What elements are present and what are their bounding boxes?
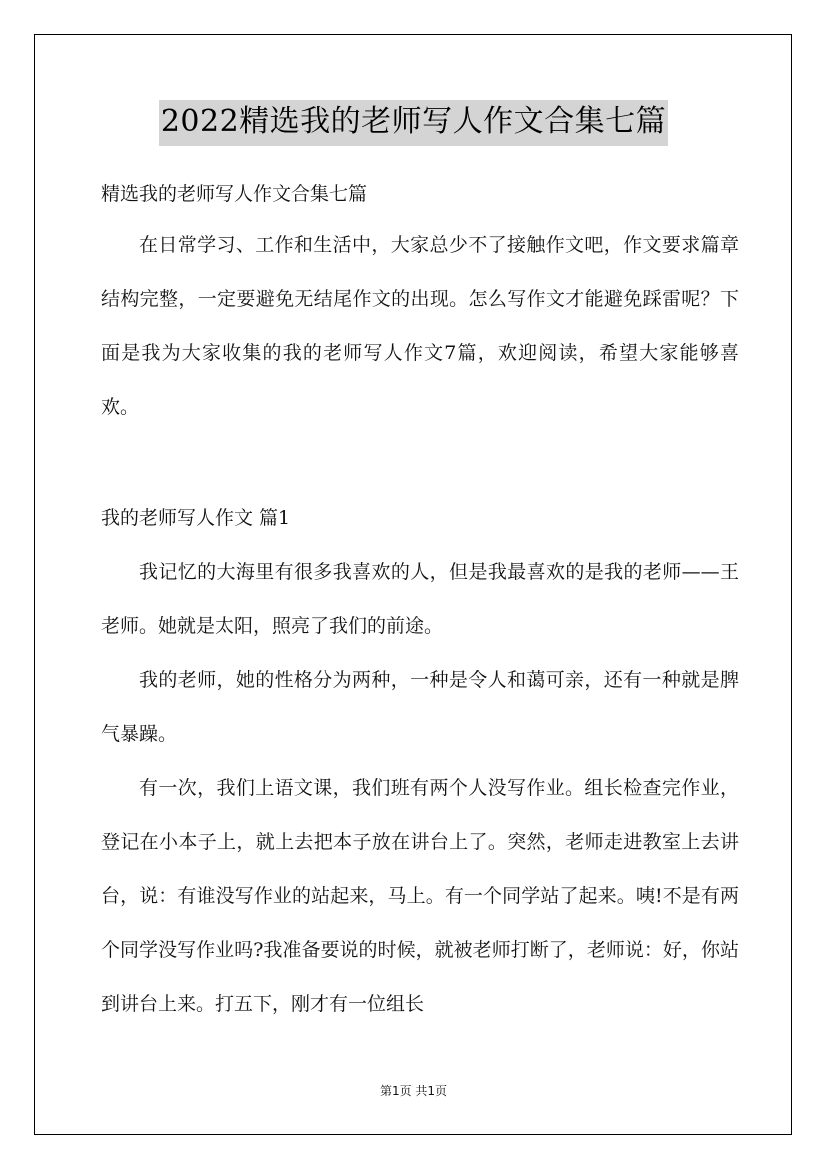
page-footer: 第1页 共1页 bbox=[379, 1084, 448, 1098]
document-subtitle: 精选我的老师写人作文合集七篇 bbox=[101, 183, 368, 205]
section-heading: 我的老师写人作文 篇1 bbox=[101, 507, 291, 529]
body-paragraph-1: 我记忆的大海里有很多我喜欢的人，但是我最喜欢的是我的老师——王老师。她就是太阳，照亮了我们的前途。 bbox=[101, 561, 739, 637]
intro-paragraph: 在日常学习、工作和生活中，大家总少不了接触作文吧，作文要求篇章结构完整，一定要避免无结尾作文的出现。怎么写作文才能避免踩雷呢？下面是我为大家收集的我的老师写人作文7篇，欢迎阅读，希望大家能够喜欢。 bbox=[101, 234, 739, 418]
title-container bbox=[0, 100, 827, 146]
body-paragraph-2: 我的老师，她的性格分为两种，一种是令人和蔼可亲，还有一种就是脾气暴躁。 bbox=[101, 669, 739, 745]
document-title: 2022精选我的老师写人作文合集七篇 bbox=[159, 100, 668, 146]
body-paragraph-3: 有一次，我们上语文课，我们班有两个人没写作业。组长检查完作业，登记在小本子上，就上去把本子放在讲台上了。突然，老师走进教室上去讲台，说：有谁没写作业的站起来，马上。有一个同学站了起来。咦!不是有两个同学没写作业吗?我准备要说的时候，就被老师打断了，老师说：好，你站到讲台上来。打五下，刚才有一位组长 bbox=[101, 777, 739, 1015]
